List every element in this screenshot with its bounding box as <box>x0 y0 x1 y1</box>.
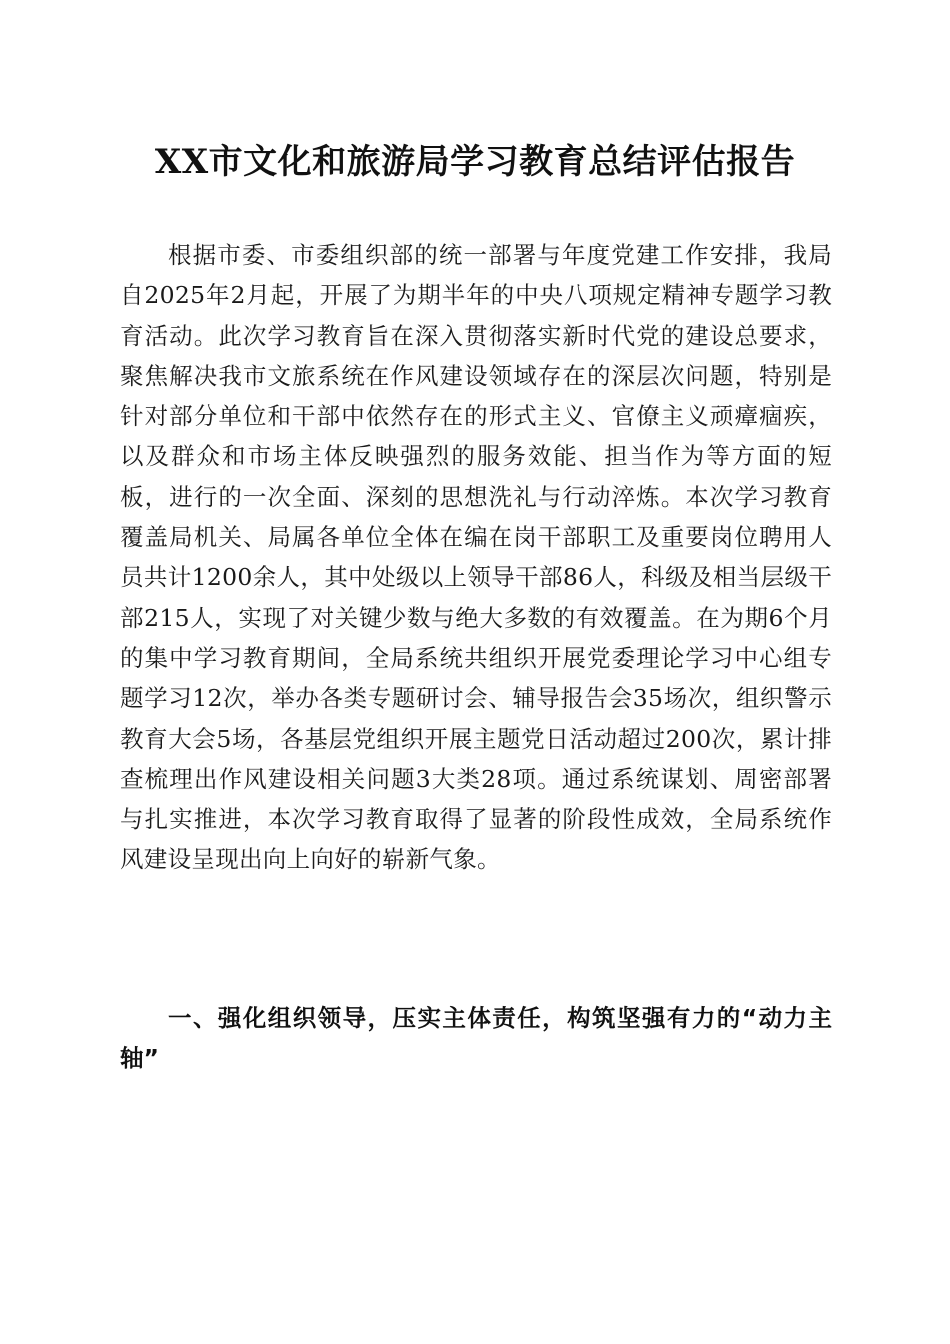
section-heading-1: 一、强化组织领导，压实主体责任，构筑坚强有力的“动力主轴” <box>120 1004 832 1073</box>
document-title: XX市文化和旅游局学习教育总结评估报告 <box>154 142 796 182</box>
intro-paragraph: 根据市委、市委组织部的统一部署与年度党建工作安排，我局自2025年2月起，开展了为期半年的中央八项规定精神专题学习教育活动。此次学习教育旨在深入贯彻落实新时代党的建设总要求，聚焦解决我市文旅系统在作风建设领域存在的深层次问题，特别是针对部分单位和干部中依然存在的形式主义、官僚主义顽瘴痼疾，以及群众和市场主体反映强烈的服务效能、担当作为等方面的短板，进行的一次全面、深刻的思想洗礼与行动淬炼。本次学习教育覆盖局机关、局属各单位全体在编在岗干部职工及重要岗位聘用人员共计1200余人，其中处级以上领导干部86人，科级及相当层级干部215人，实现了对关键少数与绝大多数的有效覆盖。在为期6个月的集中学习教育期间，全局系统共组织开展党委理论学习中心组专题学习12次，举办各类专题研讨会、辅导报告会35场次，组织警示教育大会5场，各基层党组织开展主题党日活动超过200次，累计排查梳理出作风建设相关问题3大类28项。通过系统谋划、周密部署与扎实推进，本次学习教育取得了显著的阶段性成效，全局系统作风建设呈现出向上向好的崭新气象。 <box>120 241 832 874</box>
